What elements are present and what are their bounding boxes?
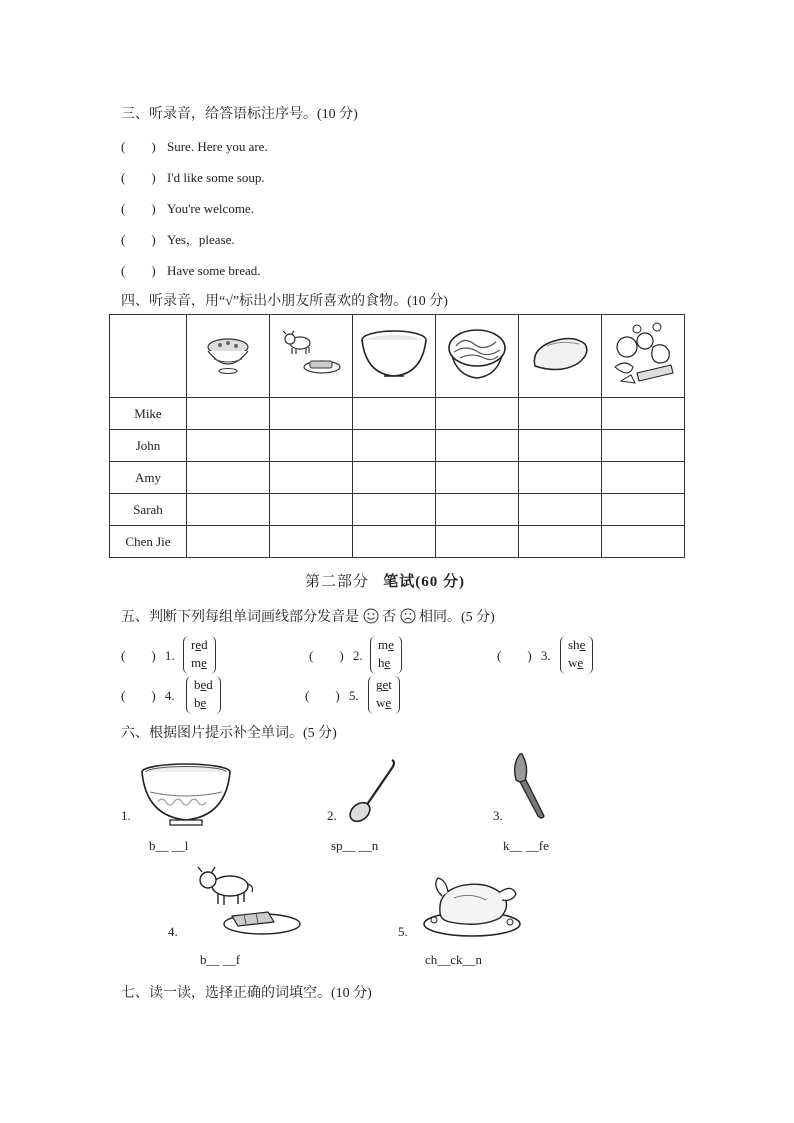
item-number: 1. [121,808,131,823]
child-name: John [110,430,187,462]
tick-cell[interactable] [187,430,270,462]
smiley-face-icon [363,608,379,624]
answer-paren[interactable]: ( ) [497,648,532,663]
child-name: Sarah [110,494,187,526]
tick-cell[interactable] [602,494,685,526]
tick-cell[interactable] [270,430,353,462]
tick-cell[interactable] [602,398,685,430]
beef-icon [186,864,304,938]
word-pair [378,636,394,672]
tick-cell[interactable] [187,526,270,558]
spoon-icon [344,756,400,824]
item-number: 4. [164,688,175,703]
tick-cell[interactable] [270,398,353,430]
section5-item [121,645,175,664]
word: he [378,655,391,670]
word: me [378,637,394,652]
section3-title: 三、听录音，给答语标注序号。(10 分) [121,107,358,122]
tick-cell[interactable] [270,462,353,494]
tick-cell[interactable] [436,398,519,430]
item-text: Yes，please. [167,232,235,247]
word: be [194,695,207,710]
table-row [110,494,685,526]
chicken-icon [420,872,524,938]
knife-icon [508,750,548,822]
table-row [110,462,685,494]
word: we [376,695,392,710]
tick-cell[interactable] [187,462,270,494]
tick-cell[interactable] [353,526,436,558]
answer-blank[interactable]: b__ __f [200,952,241,967]
child-name: Mike [110,398,187,430]
section7-title: 七、读一读，选择正确的词填空。(10 分) [121,986,372,1001]
word: me [191,655,207,670]
answer-paren[interactable]: ( ) [121,201,156,216]
corner-cell [110,315,187,398]
tick-cell[interactable] [519,398,602,430]
answer-paren[interactable]: ( ) [309,648,344,663]
table-row [110,526,685,558]
tick-cell[interactable] [353,494,436,526]
item-number: 5. [398,924,408,939]
item-number: 4. [168,924,178,939]
food-cell [270,315,353,398]
food-cell [436,315,519,398]
section3-item [121,167,265,186]
beef-icon [278,329,344,379]
food-cell [602,315,685,398]
word: we [568,655,584,670]
section5-item [305,685,359,704]
noodles-icon [444,326,510,382]
item-text: You're welcome. [167,201,254,216]
item-number: 2. [352,648,363,663]
section4-title: 四、听录音，用“√”标出小朋友所喜欢的食物。(10 分) [121,294,448,309]
tick-cell[interactable] [602,462,685,494]
tick-cell[interactable] [602,526,685,558]
word: get [376,677,392,692]
word-pair [194,676,213,712]
soup-icon [358,326,430,382]
item-text: I'd like some soup. [167,170,265,185]
section3-item [121,136,268,155]
section5-item [497,645,551,664]
tick-cell[interactable] [436,430,519,462]
part2-heading [305,570,465,591]
tick-cell[interactable] [436,526,519,558]
word: red [191,637,208,652]
section3-item [121,260,261,279]
tick-cell[interactable] [519,494,602,526]
vegetables-icon [607,317,679,391]
part2-title: 笔试(60 分) [383,574,466,590]
section3-item [121,229,235,248]
tick-cell[interactable] [436,462,519,494]
word: bed [194,677,213,692]
word-pair [191,636,208,672]
rice-bowl-icon [198,329,258,379]
tick-cell[interactable] [187,494,270,526]
section6-title: 六、根据图片提示补全单词。(5 分) [121,726,337,741]
section5-item [309,645,363,664]
title-part: 五、判断下列每组单词画线部分发音是 [121,610,359,625]
item-text: Sure. Here you are. [167,139,268,154]
tick-cell[interactable] [436,494,519,526]
table-row [110,398,685,430]
child-name: Chen Jie [110,526,187,558]
tick-cell[interactable] [353,430,436,462]
tick-cell[interactable] [602,430,685,462]
food-cell [187,315,270,398]
table-row [110,430,685,462]
tick-cell[interactable] [519,462,602,494]
item-number: 2. [327,808,337,823]
answer-blank[interactable]: k__ __fe [503,838,549,853]
answer-paren[interactable]: ( ) [121,170,156,185]
tick-cell[interactable] [270,526,353,558]
tick-cell[interactable] [519,526,602,558]
answer-paren[interactable]: ( ) [121,648,156,663]
bowl-icon [138,762,234,828]
answer-paren[interactable]: ( ) [305,688,340,703]
item-text: Have some bread. [167,263,261,278]
bread-icon [529,332,591,376]
word-pair [568,636,585,672]
item-number: 3. [540,648,551,663]
word-pair [376,676,392,712]
child-name: Amy [110,462,187,494]
food-preference-table [109,314,685,558]
tick-cell[interactable] [519,430,602,462]
tick-cell[interactable] [270,494,353,526]
answer-blank[interactable]: ch__ck__n [425,952,483,967]
table-header-row [110,315,685,398]
item-number: 5. [348,688,359,703]
part2-label: 第二部分 [305,574,370,590]
item-number: 1. [164,648,175,663]
answer-paren[interactable]: ( ) [121,139,156,154]
tick-cell[interactable] [353,398,436,430]
title-part: 否 [382,610,396,625]
sad-face-icon [400,608,416,624]
tick-cell[interactable] [187,398,270,430]
section5-title [121,606,495,626]
title-part: 相同。(5 分) [419,610,495,625]
answer-paren[interactable]: ( ) [121,232,156,247]
item-number: 3. [493,808,503,823]
answer-blank[interactable]: b__ __l [149,838,189,853]
food-cell [519,315,602,398]
answer-paren[interactable]: ( ) [121,688,156,703]
answer-blank[interactable]: sp__ __n [331,838,379,853]
food-cell [353,315,436,398]
section3-item [121,198,254,217]
answer-paren[interactable]: ( ) [121,263,156,278]
word: she [568,637,586,652]
tick-cell[interactable] [353,462,436,494]
section5-item [121,685,175,704]
